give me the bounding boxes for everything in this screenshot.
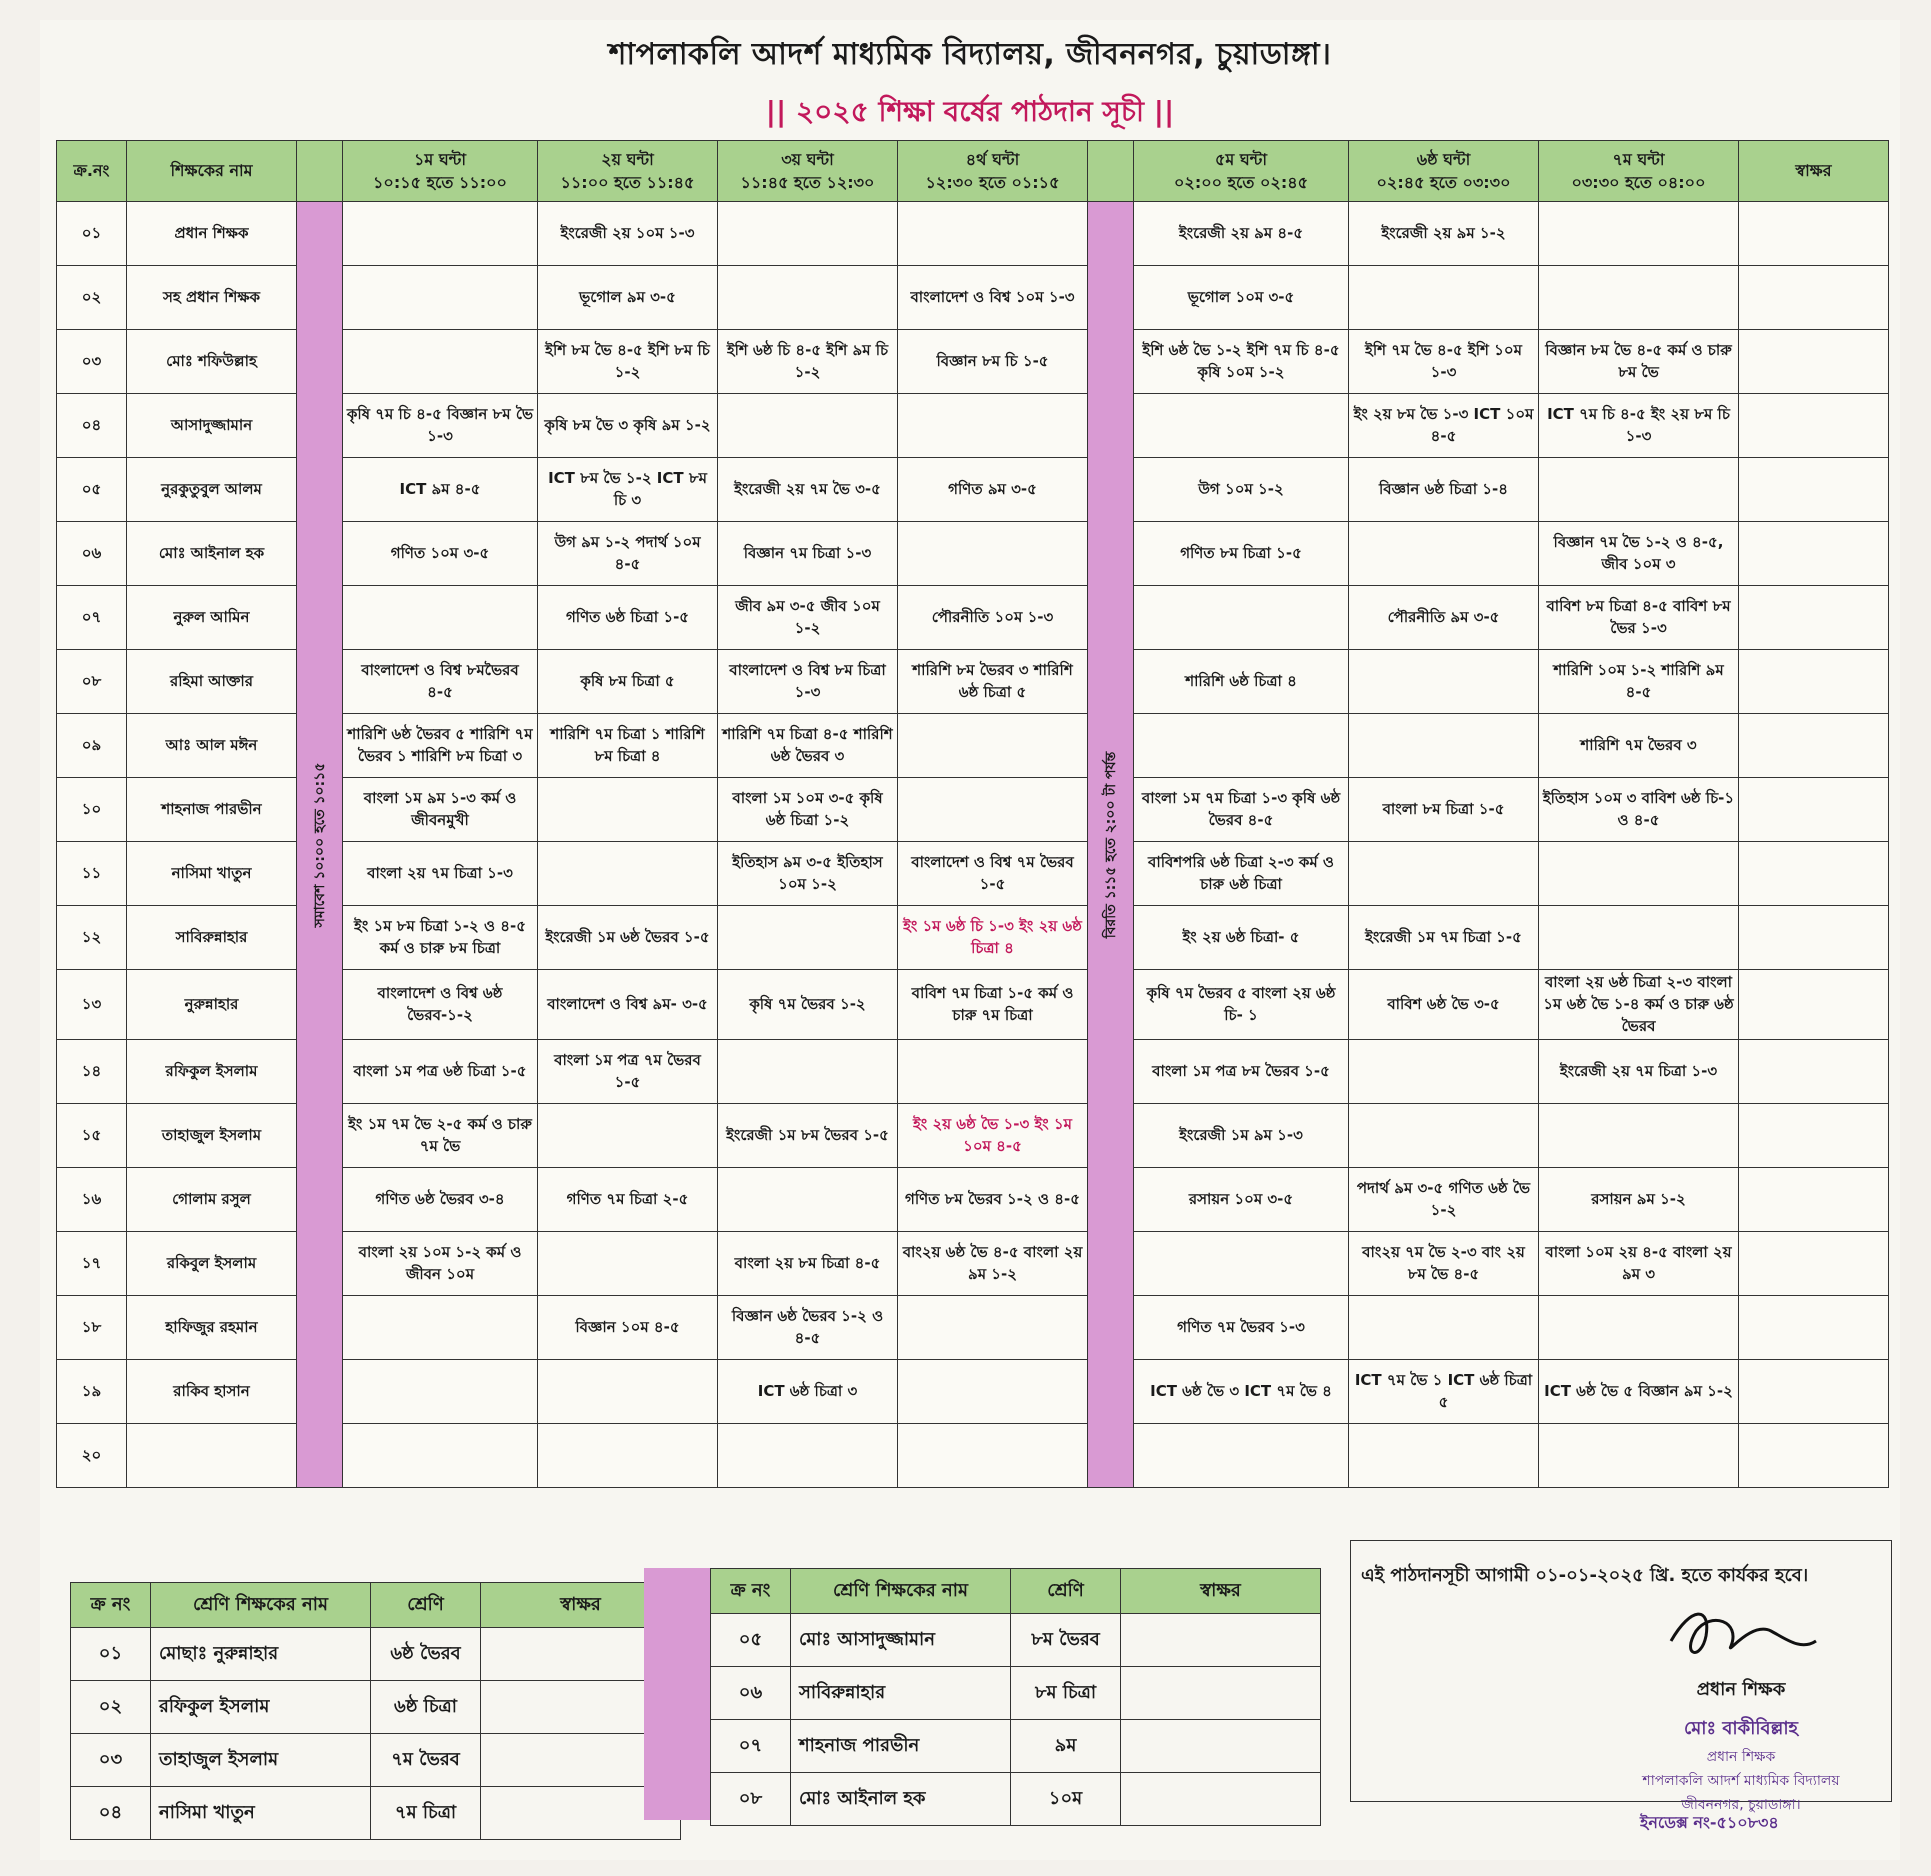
period-cell: ইতিহাস ১০ম ৩ বাবিশ ৬ষ্ঠ চি-১ ও ৪-৫	[1539, 778, 1739, 842]
row-teacher-name: নুরুল আমিন	[127, 586, 297, 650]
ct-row	[71, 1787, 681, 1840]
sign-cell	[1739, 1104, 1889, 1168]
period-cell: ইতিহাস ৯ম ৩-৫ ইতিহাস ১০ম ১-২	[718, 842, 898, 906]
period-cell: ইং ১ম ৮ম চিত্রা ১-২ ও ৪-৫ কর্ম ও চারু ৮ম চিত্রা	[343, 906, 538, 970]
period-cell: বিজ্ঞান ৮ম চি ১-৫	[898, 330, 1088, 394]
ct-sl: ০৬	[711, 1667, 791, 1720]
table-row	[57, 202, 1889, 266]
period-cell: গণিত ১০ম ৩-৫	[343, 522, 538, 586]
period-cell: বাবিশ ৭ম চিত্রা ১-৫ কর্ম ও চারু ৭ম চিত্রা	[898, 970, 1088, 1040]
period-cell: বাংলা ২য় ৭ম চিত্রা ১-৩	[343, 842, 538, 906]
ct-cls: ৭ম ভৈরব	[371, 1734, 481, 1787]
sign-cell	[1739, 202, 1889, 266]
period-cell: বাংলাদেশ ও বিশ্ব ৯ম- ৩-৫	[538, 970, 718, 1040]
period-cell	[898, 202, 1088, 266]
sign-cell	[1739, 1360, 1889, 1424]
header-period-3: ৩য় ঘন্টা ১১:৪৫ হতে ১২:৩০	[718, 141, 898, 202]
period-cell	[1134, 714, 1349, 778]
ct-cls: ৮ম ভৈরব	[1011, 1614, 1121, 1667]
row-teacher-name: আসাদুজ্জামান	[127, 394, 297, 458]
period-cell: বাংলাদেশ ও বিশ্ব ৬ষ্ঠ ভৈরব-১-২	[343, 970, 538, 1040]
row-sl: ০৯	[57, 714, 127, 778]
ct-name: তাহাজুল ইসলাম	[151, 1734, 371, 1787]
period-cell: ICT ৭ম চি ৪-৫ ইং ২য় ৮ম চি ১-৩	[1539, 394, 1739, 458]
period-cell: শারিশি ৭ম চিত্রা ১ শারিশি ৮ম চিত্রা ৪	[538, 714, 718, 778]
separator-bar	[644, 1568, 710, 1820]
index-number: ইনডেক্স নং-৫১০৮৩৪	[1640, 1813, 1779, 1832]
ct-cls: ৬ষ্ঠ চিত্রা	[371, 1681, 481, 1734]
period-cell	[718, 1168, 898, 1232]
assembly-label: সমাবেশ ১০:০০ হতে ১০:১৫	[311, 762, 328, 928]
period-cell	[718, 1424, 898, 1488]
period-cell	[898, 714, 1088, 778]
ct-sl: ০৫	[711, 1614, 791, 1667]
period-cell	[718, 1040, 898, 1104]
row-teacher-name: মোঃ আইনাল হক	[127, 522, 297, 586]
sign-cell	[1739, 394, 1889, 458]
row-teacher-name: রকিবুল ইসলাম	[127, 1232, 297, 1296]
row-sl: ১৫	[57, 1104, 127, 1168]
period-cell: বাংলা ১ম পত্র ৮ম ভৈরব ১-৫	[1134, 1040, 1349, 1104]
row-teacher-name: সাবিরুন্নাহার	[127, 906, 297, 970]
period-cell: বাংলা ১ম ৯ম ১-৩ কর্ম ও জীবনমুখী	[343, 778, 538, 842]
sign-cell	[1739, 714, 1889, 778]
period-cell: ইং ১ম ৬ষ্ঠ চি ১-৩ ইং ২য় ৬ষ্ঠ চিত্রা ৪	[898, 906, 1088, 970]
sign-cell	[1739, 906, 1889, 970]
row-teacher-name: হাফিজুর রহমান	[127, 1296, 297, 1360]
header-sl: ক্র.নং	[57, 141, 127, 202]
ct-row	[711, 1614, 1321, 1667]
period-cell: শারিশি ১০ম ১-২ শারিশি ৯ম ৪-৫	[1539, 650, 1739, 714]
ct-right-h-sl: ক্র নং	[711, 1569, 791, 1614]
break-bar	[1088, 202, 1134, 1488]
period-cell	[898, 522, 1088, 586]
period-cell	[898, 1424, 1088, 1488]
period-cell: পদার্থ ৯ম ৩-৫ গণিত ৬ষ্ঠ ভৈ ১-২	[1349, 1168, 1539, 1232]
period-cell: ইশি ৭ম ভৈ ৪-৫ ইশি ১০ম ১-৩	[1349, 330, 1539, 394]
period-cell	[718, 266, 898, 330]
period-cell: গণিত ৬ষ্ঠ চিত্রা ১-৫	[538, 586, 718, 650]
period-cell: ICT ৬ষ্ঠ ভৈ ৩ ICT ৭ম ভৈ ৪	[1134, 1360, 1349, 1424]
row-teacher-name: নুরকুতুবুল আলম	[127, 458, 297, 522]
row-teacher-name: রফিকুল ইসলাম	[127, 1040, 297, 1104]
period-cell: উগ ১০ম ১-২	[1134, 458, 1349, 522]
row-sl: ১৯	[57, 1360, 127, 1424]
row-sl: ১০	[57, 778, 127, 842]
sign-cell	[1739, 1040, 1889, 1104]
period-cell	[1539, 906, 1739, 970]
row-sl: ১১	[57, 842, 127, 906]
row-sl: ১৬	[57, 1168, 127, 1232]
sign-cell	[1739, 970, 1889, 1040]
ct-row	[711, 1720, 1321, 1773]
period-cell	[1349, 1424, 1539, 1488]
period-cell: বাংলা ১ম পত্র ৬ষ্ঠ চিত্রা ১-৫	[343, 1040, 538, 1104]
period-cell: বাংলাদেশ ও বিশ্ব ১০ম ১-৩	[898, 266, 1088, 330]
row-sl: ০১	[57, 202, 127, 266]
ct-left-h-sl: ক্র নং	[71, 1583, 151, 1628]
sign-cell	[1739, 266, 1889, 330]
period-cell: বাংলা ২য় ১০ম ১-২ কর্ম ও জীবন ১০ম	[343, 1232, 538, 1296]
period-cell: বাংলা ১ম পত্র ৭ম ভৈরব ১-৫	[538, 1040, 718, 1104]
period-cell	[538, 1232, 718, 1296]
ct-sl: ০১	[71, 1628, 151, 1681]
row-sl: ০৫	[57, 458, 127, 522]
header-period-7: ৭ম ঘন্টা ০৩:৩০ হতে ০৪:০০	[1539, 141, 1739, 202]
period-cell: ICT ৬ষ্ঠ চিত্রা ৩	[718, 1360, 898, 1424]
period-cell: বাংলা ১০ম ২য় ৪-৫ বাংলা ২য় ৯ম ৩	[1539, 1232, 1739, 1296]
period-cell	[1539, 202, 1739, 266]
period-cell: ইশি ৬ষ্ঠ ভৈ ১-২ ইশি ৭ম চি ৪-৫ কৃষি ১০ম ১-২	[1134, 330, 1349, 394]
sign-cell	[1739, 778, 1889, 842]
period-cell: বাংলাদেশ ও বিশ্ব ৭ম ভৈরব ১-৫	[898, 842, 1088, 906]
row-sl: ০৮	[57, 650, 127, 714]
period-cell: ইং ২য় ৬ষ্ঠ চিত্রা- ৫	[1134, 906, 1349, 970]
period-cell: শারিশি ৬ষ্ঠ ভৈরব ৫ শারিশি ৭ম ভৈরব ১ শারিশি ৮ম চিত্রা ৩	[343, 714, 538, 778]
period-cell	[343, 330, 538, 394]
ct-name: সাবিরুন্নাহার	[791, 1667, 1011, 1720]
period-cell: বাবিশ ৬ষ্ঠ ভৈ ৩-৫	[1349, 970, 1539, 1040]
period-cell: বাবিশপরি ৬ষ্ঠ চিত্রা ২-৩ কর্ম ও চারু ৬ষ্ঠ চিত্রা	[1134, 842, 1349, 906]
period-cell	[538, 1360, 718, 1424]
period-cell	[538, 842, 718, 906]
period-cell: গণিত ৮ম চিত্রা ১-৫	[1134, 522, 1349, 586]
period-cell: বিজ্ঞান ৭ম ভৈ ১-২ ও ৪-৫, জীব ১০ম ৩	[1539, 522, 1739, 586]
period-cell	[1349, 1040, 1539, 1104]
row-teacher-name: মোঃ শফিউল্লাহ	[127, 330, 297, 394]
period-cell: কৃষি ৮ম ভৈ ৩ কৃষি ৯ম ১-২	[538, 394, 718, 458]
period-cell: ইংরেজী ২য় ৯ম ৪-৫	[1134, 202, 1349, 266]
period-cell	[1134, 1424, 1349, 1488]
row-sl: ১৪	[57, 1040, 127, 1104]
row-teacher-name: সহ প্রধান শিক্ষক	[127, 266, 297, 330]
ct-right-h-class: শ্রেণি	[1011, 1569, 1121, 1614]
period-cell: গণিত ৯ম ৩-৫	[898, 458, 1088, 522]
period-cell	[1349, 1104, 1539, 1168]
period-cell: গণিত ৮ম ভৈরব ১-২ ও ৪-৫	[898, 1168, 1088, 1232]
ct-sl: ০২	[71, 1681, 151, 1734]
period-cell	[1349, 842, 1539, 906]
period-cell: ICT ৭ম ভৈ ১ ICT ৬ষ্ঠ চিত্রা ৫	[1349, 1360, 1539, 1424]
ct-row	[711, 1773, 1321, 1826]
period-cell: বাং২য় ৭ম ভৈ ২-৩ বাং ২য় ৮ম ভৈ ৪-৫	[1349, 1232, 1539, 1296]
header-period-2: ২য় ঘন্টা ১১:০০ হতে ১১:৪৫	[538, 141, 718, 202]
period-cell	[898, 1360, 1088, 1424]
seal-stamp: মোঃ বাকীবিল্লাহ প্রধান শিক্ষক শাপলাকলি আদর্শ মাধ্যমিক বিদ্যালয় জীবননগর, চুয়াডাঙ্গা।	[1642, 1718, 1840, 1813]
signature-icon	[1651, 1601, 1831, 1671]
period-cell: রসায়ন ১০ম ৩-৫	[1134, 1168, 1349, 1232]
class-teacher-table-left	[70, 1582, 681, 1840]
row-teacher-name: নাসিমা খাতুন	[127, 842, 297, 906]
period-cell: ইশি ৬ষ্ঠ চি ৪-৫ ইশি ৯ম চি ১-২	[718, 330, 898, 394]
period-cell	[538, 1104, 718, 1168]
ct-sign	[1121, 1773, 1321, 1826]
period-cell: শারিশি ৭ম ভৈরব ৩	[1539, 714, 1739, 778]
period-cell: পৌরনীতি ১০ম ১-৩	[898, 586, 1088, 650]
signature-block	[1611, 1601, 1871, 1817]
ct-cls: ৯ম	[1011, 1720, 1121, 1773]
period-cell: বাংলা ১ম ৭ম চিত্রা ১-৩ কৃষি ৬ষ্ঠ ভৈরব ৪-৫	[1134, 778, 1349, 842]
header-blank	[297, 141, 343, 202]
header-period-6: ৬ষ্ঠ ঘন্টা ০২:৪৫ হতে ০৩:৩০	[1349, 141, 1539, 202]
period-cell: বাংলা ২য় ৬ষ্ঠ চিত্রা ২-৩ বাংলা ১ম ৬ষ্ঠ ভৈ ১-৪ কর্ম ও চারু ৬ষ্ঠ ভৈরব	[1539, 970, 1739, 1040]
row-sl: ০৩	[57, 330, 127, 394]
period-cell: ইংরেজী ১ম ৯ম ১-৩	[1134, 1104, 1349, 1168]
row-sl: ২০	[57, 1424, 127, 1488]
header-name: শিক্ষকের নাম	[127, 141, 297, 202]
row-sl: ১২	[57, 906, 127, 970]
row-teacher-name: নুরুন্নাহার	[127, 970, 297, 1040]
period-cell: কৃষি ৭ম ভৈরব ৫ বাংলা ২য় ৬ষ্ঠ চি- ১	[1134, 970, 1349, 1040]
sign-cell	[1739, 586, 1889, 650]
ct-left-h-sign: স্বাক্ষর	[481, 1583, 681, 1628]
row-sl: ০৪	[57, 394, 127, 458]
period-cell: কৃষি ৮ম চিত্রা ৫	[538, 650, 718, 714]
row-teacher-name: গোলাম রসুল	[127, 1168, 297, 1232]
period-cell: কৃষি ৭ম চি ৪-৫ বিজ্ঞান ৮ম ভৈ ১-৩	[343, 394, 538, 458]
period-cell	[898, 778, 1088, 842]
school-title: শাপলাকলি আদর্শ মাধ্যমিক বিদ্যালয়, জীবননগর, চুয়াডাঙ্গা।	[608, 37, 1332, 72]
ct-cls: ৬ষ্ঠ ভৈরব	[371, 1628, 481, 1681]
routine-header-row	[57, 141, 1889, 202]
period-cell	[1539, 1296, 1739, 1360]
period-cell: শারিশি ৮ম ভৈরব ৩ শারিশি ৬ষ্ঠ চিত্রা ৫	[898, 650, 1088, 714]
row-sl: ০২	[57, 266, 127, 330]
period-cell	[1349, 650, 1539, 714]
period-cell	[898, 1296, 1088, 1360]
ct-row	[71, 1628, 681, 1681]
period-cell: গণিত ৬ষ্ঠ ভৈরব ৩-৪	[343, 1168, 538, 1232]
break-label: বিরতি ১:১৫ হতে ২:০০ টা পর্যন্ত	[1102, 751, 1119, 938]
ct-row	[71, 1734, 681, 1787]
period-cell: বাবিশ ৮ম চিত্রা ৪-৫ বাবিশ ৮ম ভৈর ১-৩	[1539, 586, 1739, 650]
class-teacher-table-right	[710, 1568, 1321, 1826]
routine-body	[57, 202, 1889, 1488]
ct-cls: ৭ম চিত্রা	[371, 1787, 481, 1840]
period-cell: পৌরনীতি ৯ম ৩-৫	[1349, 586, 1539, 650]
ct-sl: ০৪	[71, 1787, 151, 1840]
period-cell: ইশি ৮ম ভৈ ৪-৫ ইশি ৮ম চি ১-২	[538, 330, 718, 394]
ct-name: নাসিমা খাতুন	[151, 1787, 371, 1840]
sign-cell	[1739, 1232, 1889, 1296]
head-teacher-label: প্রধান শিক্ষক	[1696, 1679, 1786, 1700]
period-cell: বিজ্ঞান ৮ম ভৈ ৪-৫ কর্ম ও চারু ৮ম ভৈ	[1539, 330, 1739, 394]
period-cell: বিজ্ঞান ৬ষ্ঠ ভৈরব ১-২ ও ৪-৫	[718, 1296, 898, 1360]
routine-table	[56, 140, 1889, 1488]
period-cell	[1134, 586, 1349, 650]
sign-cell	[1739, 650, 1889, 714]
period-cell	[718, 394, 898, 458]
row-teacher-name: রহিমা আক্তার	[127, 650, 297, 714]
routine-subtitle: || ২০২৫ শিক্ষা বর্ষের পাঠদান সূচী ||	[765, 95, 1175, 128]
period-cell: ইংরেজী ২য় ৭ম ভৈ ৩-৫	[718, 458, 898, 522]
sign-cell	[1739, 330, 1889, 394]
period-cell: বাংলাদেশ ও বিশ্ব ৮মভৈরব ৪-৫	[343, 650, 538, 714]
ct-sign	[1121, 1720, 1321, 1773]
period-cell	[343, 202, 538, 266]
row-teacher-name: রাকিব হাসান	[127, 1360, 297, 1424]
sign-cell	[1739, 1296, 1889, 1360]
period-cell: রসায়ন ৯ম ১-২	[1539, 1168, 1739, 1232]
ct-sl: ০৩	[71, 1734, 151, 1787]
ct-right-h-name: শ্রেণি শিক্ষকের নাম	[791, 1569, 1011, 1614]
ct-sign	[1121, 1667, 1321, 1720]
ct-name: মোঃ আইনাল হক	[791, 1773, 1011, 1826]
ct-left-h-name: শ্রেণি শিক্ষকের নাম	[151, 1583, 371, 1628]
period-cell: জীব ৯ম ৩-৫ জীব ১০ম ১-২	[718, 586, 898, 650]
row-teacher-name: আঃ আল মঈন	[127, 714, 297, 778]
notice-box	[1350, 1540, 1892, 1813]
period-cell: গণিত ৭ম ভৈরব ১-৩	[1134, 1296, 1349, 1360]
ct-name: শাহনাজ পারভীন	[791, 1720, 1011, 1773]
header-period-1: ১ম ঘন্টা ১০:১৫ হতে ১১:০০	[343, 141, 538, 202]
sign-cell	[1739, 1168, 1889, 1232]
period-cell: ভূগোল ১০ম ৩-৫	[1134, 266, 1349, 330]
period-cell: ইং ২য় ৬ষ্ঠ ভৈ ১-৩ ইং ১ম ১০ম ৪-৫	[898, 1104, 1088, 1168]
period-cell: ইংরেজী ২য় ৯ম ১-২	[1349, 202, 1539, 266]
period-cell: বাংলা ১ম ১০ম ৩-৫ কৃষি ৬ষ্ঠ চিত্রা ১-২	[718, 778, 898, 842]
period-cell	[343, 1424, 538, 1488]
period-cell	[1349, 714, 1539, 778]
period-cell: ICT ৬ষ্ঠ ভৈ ৫ বিজ্ঞান ৯ম ১-২	[1539, 1360, 1739, 1424]
sign-cell	[1739, 458, 1889, 522]
period-cell: বাং২য় ৬ষ্ঠ ভৈ ৪-৫ বাংলা ২য় ৯ম ১-২	[898, 1232, 1088, 1296]
sign-cell	[1739, 1424, 1889, 1488]
period-cell	[1539, 1104, 1739, 1168]
period-cell: বাংলা ৮ম চিত্রা ১-৫	[1349, 778, 1539, 842]
period-cell: বাংলা ২য় ৮ম চিত্রা ৪-৫	[718, 1232, 898, 1296]
assembly-bar	[297, 202, 343, 1488]
row-sl: ১৭	[57, 1232, 127, 1296]
period-cell	[343, 266, 538, 330]
ct-sign	[1121, 1614, 1321, 1667]
row-sl: ১৩	[57, 970, 127, 1040]
ct-name: মোছাঃ নুরুন্নাহার	[151, 1628, 371, 1681]
period-cell	[1539, 458, 1739, 522]
period-cell	[343, 1296, 538, 1360]
ct-cls: ১০ম	[1011, 1773, 1121, 1826]
period-cell	[898, 394, 1088, 458]
ct-cls: ৮ম চিত্রা	[1011, 1667, 1121, 1720]
period-cell	[718, 202, 898, 266]
period-cell	[898, 1040, 1088, 1104]
routine-sheet	[40, 20, 1900, 1860]
row-teacher-name	[127, 1424, 297, 1488]
period-cell	[538, 778, 718, 842]
period-cell: ভূগোল ৯ম ৩-৫	[538, 266, 718, 330]
ct-row	[71, 1681, 681, 1734]
period-cell	[1349, 522, 1539, 586]
period-cell	[1539, 266, 1739, 330]
period-cell: ইংরেজী ২য় ৭ম চিত্রা ১-৩	[1539, 1040, 1739, 1104]
period-cell	[718, 906, 898, 970]
period-cell	[538, 1424, 718, 1488]
period-cell: ICT ৮ম ভৈ ১-২ ICT ৮ম চি ৩	[538, 458, 718, 522]
period-cell: উগ ৯ম ১-২ পদার্থ ১০ম ৪-৫	[538, 522, 718, 586]
ct-sl: ০৮	[711, 1773, 791, 1826]
period-cell: বাংলাদেশ ও বিশ্ব ৮ম চিত্রা ১-৩	[718, 650, 898, 714]
row-sl: ০৭	[57, 586, 127, 650]
ct-name: রফিকুল ইসলাম	[151, 1681, 371, 1734]
row-teacher-name: প্রধান শিক্ষক	[127, 202, 297, 266]
ct-name: মোঃ আসাদুজ্জামান	[791, 1614, 1011, 1667]
period-cell	[1349, 266, 1539, 330]
header-blank-2	[1088, 141, 1134, 202]
sign-cell	[1739, 842, 1889, 906]
period-cell	[343, 586, 538, 650]
period-cell: বিজ্ঞান ১০ম ৪-৫	[538, 1296, 718, 1360]
period-cell	[1539, 842, 1739, 906]
period-cell	[343, 1360, 538, 1424]
row-teacher-name: তাহাজুল ইসলাম	[127, 1104, 297, 1168]
header-sign: স্বাক্ষর	[1739, 141, 1889, 202]
period-cell	[1134, 394, 1349, 458]
period-cell	[1539, 1424, 1739, 1488]
effective-note: এই পাঠদানসূচী আগামী ০১-০১-২০২৫ খ্রি. হতে কার্যকর হবে।	[1361, 1565, 1809, 1586]
period-cell: ইংরেজী ১ম ৭ম চিত্রা ১-৫	[1349, 906, 1539, 970]
ct-sl: ০৭	[711, 1720, 791, 1773]
period-cell: ইং ২য় ৮ম ভৈ ১-৩ ICT ১০ম ৪-৫	[1349, 394, 1539, 458]
period-cell	[1134, 1232, 1349, 1296]
period-cell: বিজ্ঞান ৬ষ্ঠ চিত্রা ১-৪	[1349, 458, 1539, 522]
header-period-5: ৫ম ঘন্টা ০২:০০ হতে ০২:৪৫	[1134, 141, 1349, 202]
period-cell: ইংরেজী ১ম ৬ষ্ঠ ভৈরব ১-৫	[538, 906, 718, 970]
sign-cell	[1739, 522, 1889, 586]
row-sl: ০৬	[57, 522, 127, 586]
period-cell: শারিশি ৭ম চিত্রা ৪-৫ শারিশি ৬ষ্ঠ ভৈরব ৩	[718, 714, 898, 778]
period-cell: কৃষি ৭ম ভৈরব ১-২	[718, 970, 898, 1040]
period-cell	[1349, 1296, 1539, 1360]
ct-row	[711, 1667, 1321, 1720]
header-period-4: ৪র্থ ঘন্টা ১২:৩০ হতে ০১:১৫	[898, 141, 1088, 202]
period-cell: শারিশি ৬ষ্ঠ চিত্রা ৪	[1134, 650, 1349, 714]
period-cell: ICT ৯ম ৪-৫	[343, 458, 538, 522]
period-cell: ইংরেজী ২য় ১০ম ১-৩	[538, 202, 718, 266]
ct-left-h-class: শ্রেণি	[371, 1583, 481, 1628]
row-teacher-name: শাহনাজ পারভীন	[127, 778, 297, 842]
ct-right-h-sign: স্বাক্ষর	[1121, 1569, 1321, 1614]
period-cell: ইং ১ম ৭ম ভৈ ২-৫ কর্ম ও চারু ৭ম ভৈ	[343, 1104, 538, 1168]
period-cell: গণিত ৭ম চিত্রা ২-৫	[538, 1168, 718, 1232]
period-cell: ইংরেজী ১ম ৮ম ভৈরব ১-৫	[718, 1104, 898, 1168]
row-sl: ১৮	[57, 1296, 127, 1360]
period-cell: বিজ্ঞান ৭ম চিত্রা ১-৩	[718, 522, 898, 586]
